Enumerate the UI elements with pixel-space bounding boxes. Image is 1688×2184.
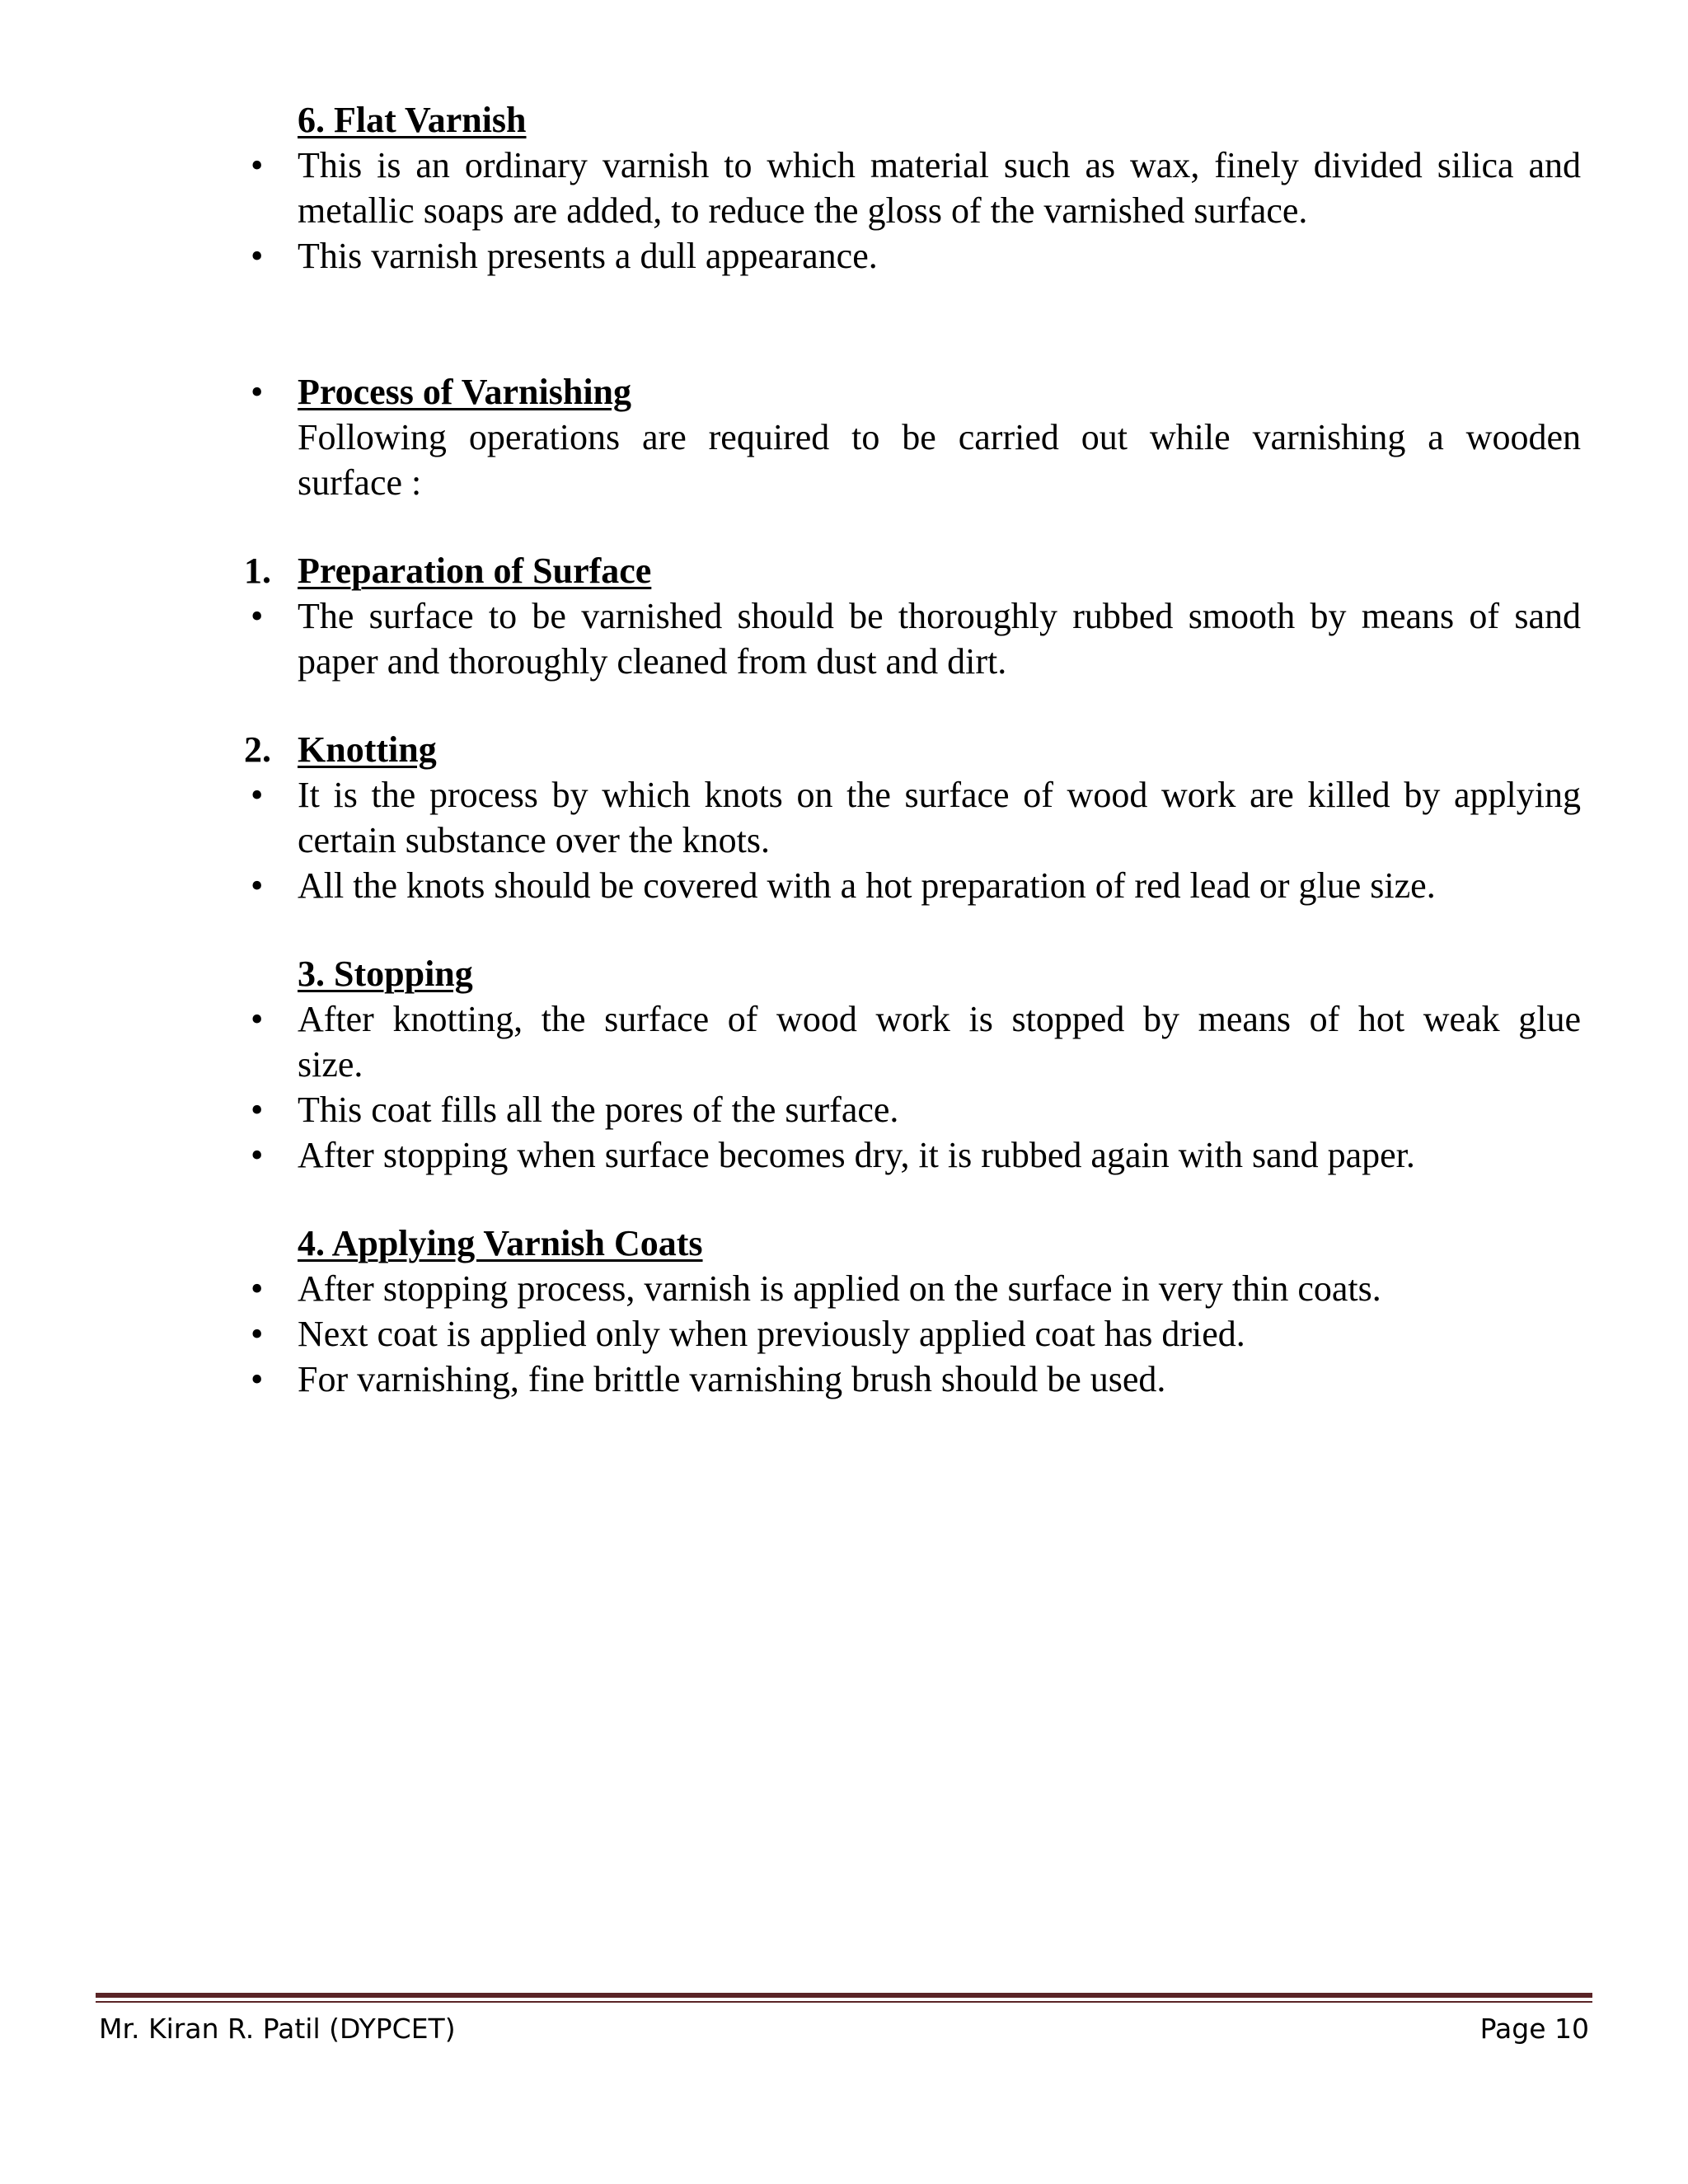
bullet-text: This varnish presents a dull appearance. xyxy=(298,236,878,276)
list-item xyxy=(244,772,1582,818)
bullet-text: certain substance over the knots. xyxy=(298,820,771,860)
bullet-icon: • xyxy=(251,865,264,906)
bullet-icon: • xyxy=(251,372,264,412)
bullet-text: It is the process by which knots on the surface of wood work are killed by applying xyxy=(298,775,1581,815)
list-item xyxy=(244,1311,1582,1357)
list-item-continuation xyxy=(244,1042,1582,1087)
section-number: 2. xyxy=(244,729,271,770)
paragraph-text: surface : xyxy=(298,462,422,503)
bullet-icon: • xyxy=(251,775,264,815)
list-item-continuation xyxy=(244,639,1582,684)
bullet-icon: • xyxy=(251,1359,264,1399)
bullet-icon: • xyxy=(251,1135,264,1175)
list-item-continuation xyxy=(244,818,1582,863)
list-item xyxy=(244,1132,1582,1178)
flat-varnish-heading: 6. Flat Varnish xyxy=(298,100,527,140)
stopping-heading: 3. Stopping xyxy=(298,954,473,994)
footer-author: Mr. Kiran R. Patil (DYPCET) xyxy=(99,2013,456,2045)
footer-rule-thin xyxy=(96,2001,1592,2003)
bullet-text: For varnishing, fine brittle varnishing brush should be used. xyxy=(298,1359,1166,1399)
footer-page-number: Page 10 xyxy=(1479,2013,1589,2045)
bullet-text: This is an ordinary varnish to which material such as wax, finely divided silica and xyxy=(298,145,1581,185)
bullet-icon: • xyxy=(251,236,264,276)
paragraph-line xyxy=(244,460,1582,505)
paragraph-line xyxy=(244,415,1582,460)
bullet-icon: • xyxy=(251,145,264,185)
applying-heading: 4. Applying Varnish Coats xyxy=(298,1223,703,1263)
list-item xyxy=(244,996,1582,1042)
bullet-text: size. xyxy=(298,1044,363,1085)
bullet-text: The surface to be varnished should be thoroughly rubbed smooth by means of sand xyxy=(298,596,1581,636)
list-item xyxy=(244,593,1582,639)
list-item xyxy=(244,863,1582,908)
bullet-icon: • xyxy=(251,1314,264,1354)
list-item xyxy=(244,1357,1582,1402)
list-item xyxy=(244,369,1582,415)
bullet-icon: • xyxy=(251,1090,264,1130)
numbered-heading-row xyxy=(244,727,1582,772)
section-heading-row xyxy=(244,1221,1582,1266)
bullet-text: metallic soaps are added, to reduce the gloss of the varnished surface. xyxy=(298,190,1308,231)
bullet-icon: • xyxy=(251,1268,264,1309)
knotting-heading: Knotting xyxy=(298,729,437,770)
page-content xyxy=(244,97,1582,1402)
bullet-text: paper and thoroughly cleaned from dust and dirt. xyxy=(298,641,1007,682)
bullet-text: After stopping process, varnish is applied on the surface in very thin coats. xyxy=(298,1268,1381,1309)
process-heading: Process of Varnishing xyxy=(298,372,632,412)
list-item-continuation xyxy=(244,188,1582,233)
bullet-icon: • xyxy=(251,596,264,636)
bullet-text: All the knots should be covered with a hot preparation of red lead or glue size. xyxy=(298,865,1436,906)
paragraph-text: Following operations are required to be carried out while varnishing a wooden xyxy=(298,417,1581,457)
numbered-heading-row xyxy=(244,548,1582,593)
bullet-text: Next coat is applied only when previously applied coat has dried. xyxy=(298,1314,1245,1354)
footer-rule-thick xyxy=(96,1993,1592,1998)
list-item xyxy=(244,143,1582,188)
section-number: 1. xyxy=(244,551,271,591)
bullet-icon: • xyxy=(251,999,264,1039)
section-heading-row xyxy=(244,951,1582,996)
section-heading-row xyxy=(244,97,1582,143)
list-item xyxy=(244,233,1582,279)
bullet-text: This coat fills all the pores of the surface. xyxy=(298,1090,899,1130)
preparation-heading: Preparation of Surface xyxy=(298,551,652,591)
list-item xyxy=(244,1087,1582,1132)
bullet-text: After stopping when surface becomes dry, it is rubbed again with sand paper. xyxy=(298,1135,1415,1175)
list-item xyxy=(244,1266,1582,1311)
bullet-text: After knotting, the surface of wood work is stopped by means of hot weak glue xyxy=(298,999,1581,1039)
